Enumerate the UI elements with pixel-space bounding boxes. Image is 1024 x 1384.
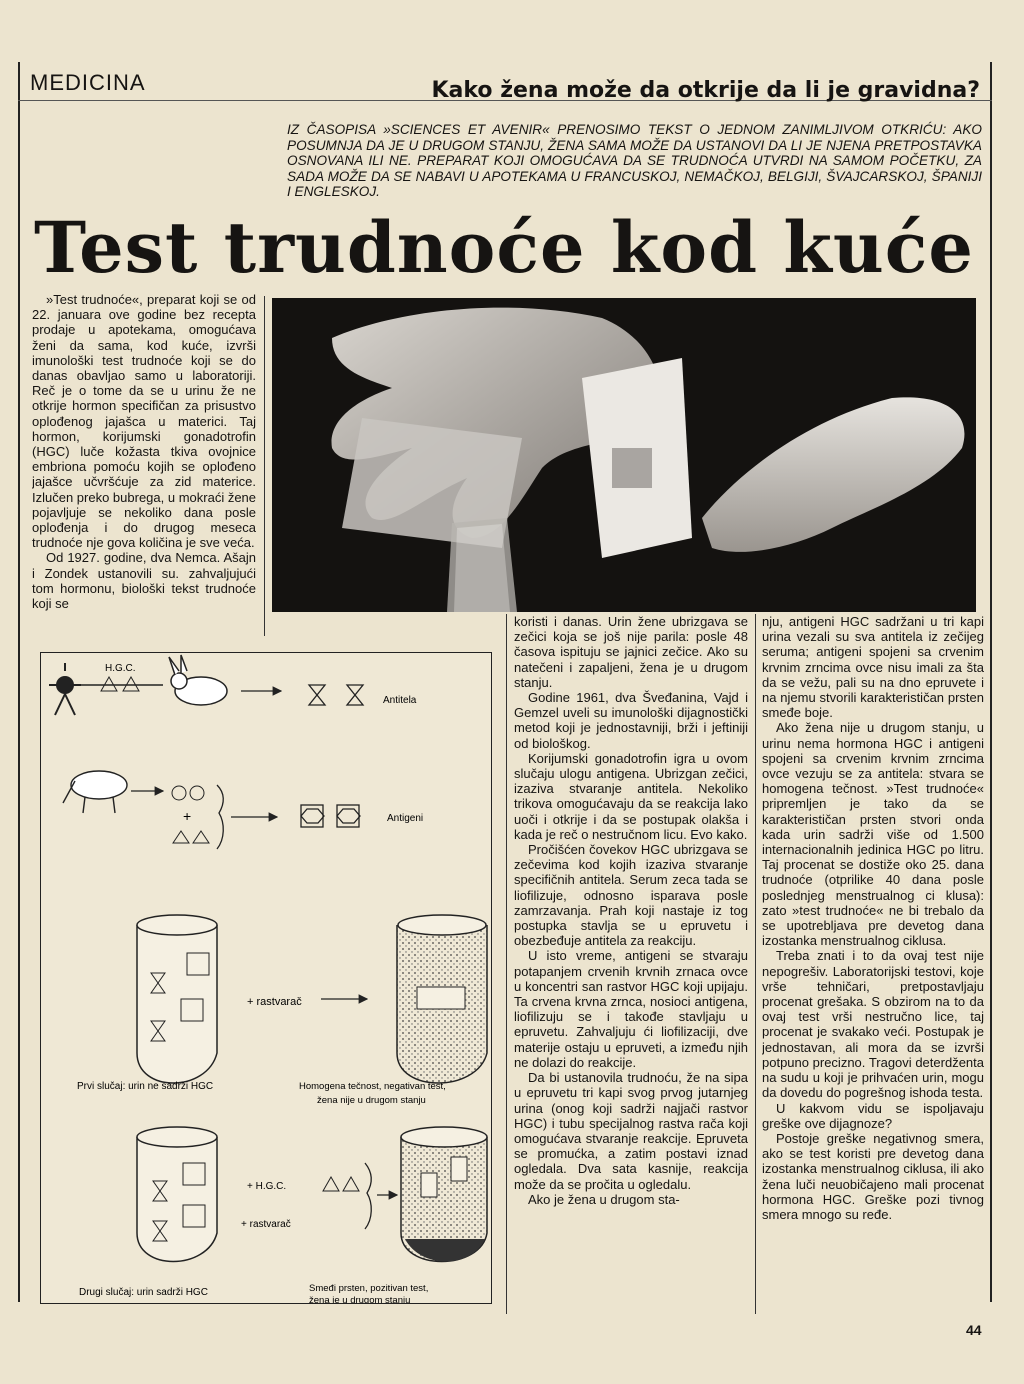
paragraph: U isto vreme, antigeni se stvaraju potapanjem crvenih krvnih zrnaca ovce u koncentri san rastvor HGC koji upijaju. Ta crvena krvna zrnca, nosioci antigena, liofilizuju se i takođe stavljaju u epruvetu. Zahvaljuju ći liofilizaciji, dve materije ostaju u epruveti, a između njih ne dolazi do reakcije. [514,948,748,1070]
paragraph: Pročišćen čovekov HGC ubrizgava se zečevima kod kojih izaziva stvaranje specifičnih antitela. Serum zeca tada se liofilizuje, odnosno isparava posle zamrzavanja. Prah koji nastaje iz tog postupka stavlja se u epruvetu i obezbeđuje antitela za reakciju. [514,842,748,949]
sheep-icon [63,771,127,813]
paragraph: Korijumski gonadotrofin igra u ovom slučaju ulogu antigena. Ubrizgan zečici, izaziva stvaranje antitela. Nekoliko trikova omogućavaju da se reakcija lako uoči i otkrije i da se postupak olakša i kada je reč o nestručnom licu. Evo kako. [514,750,748,842]
test-tube-case2-after [401,1127,487,1262]
paragraph: Treba znati i to da ovaj test nije nepogrešiv. Laboratorijski testovi, koje vrše tehničari, pretpostavljaju procenat grešaka. S obzirom na to da ovaj test vrši nestručno lice, taj procenat je svakako veći. Postupak je jednostavan, ali mora da se izvrši potpuno precizno. Tragovi deterdženta na sudu u koji je prihvaćen urin, mogu da dovedu do pogrešnog ishoda testa. [762,948,984,1101]
antigen-icon [301,805,360,827]
test-tube-case1-after [397,915,487,1083]
hgc-triangles-icon [101,677,139,691]
antigens-label: Antigeni [387,813,424,824]
diagram-drawing [41,653,491,1303]
case1-caption: Prvi slučaj: urin ne sadrži HGC [77,1081,214,1092]
result1-caption-1: Homogena tečnost, negativan test, [299,1081,446,1092]
result1-caption-2: žena nije u drugom stanju [317,1095,426,1106]
plus-solvent-label-2: + rastvarač [241,1219,291,1230]
column-divider [264,296,265,636]
article-title: Test trudnoće kod kuće [34,206,974,289]
result2-caption-1: Smeđi prsten, pozitivan test, [309,1283,429,1294]
test-tube-case1-before [137,915,217,1083]
plus-sign: + [183,808,192,824]
case2-caption: Drugi slučaj: urin sadrži HGC [79,1287,208,1298]
paragraph: Da bi ustanovila trudnoću, že na sipa u epruvetu tri kapi svog prvog jutarnjeg urina (onog koji sadrži najjači rastvor HGC) i tubu specijalnog rastva rača koji omogućava stvaranje reakcije. Epruveta se promućka, a zatim postavi iznad ogledala. Dva sata kasnije, reakcija može da se pročita u ogledalu. [514,1070,748,1192]
page-border-left [18,62,20,1302]
result2-caption-2: žena je u drugom stanju [309,1295,411,1303]
paragraph: koristi i danas. Urin žene ubrizgava se zečici koja se još nije parila: posle 48 časova ispituju se jajnici zečice. Ako su natečeni i zapaljeni, žena je u drugom stanju. [514,614,748,690]
column-divider [755,614,756,1314]
hgc-test-diagram [40,652,492,1304]
paragraph: Ako žena nije u drugom stanju, u urinu nema hormona HGC i antigeni spojeni sa crvenim krvnim zrncima ovce vezuju se za antitela: stvara se homogena tečnost. »Test trudnoće« pripremljen je tako da se karakterističan prsten stvori onda kada urin sadrži više od 1.500 internacionalnih jedinica HGC po litru. Taj procenat se dostiže oko 25. dana trudnoće (otprilike 40 dana posle poslednjeg menstrualnog ci klusa): zato »test trudnoće« ne bi trebalo da se upotrebljava pre devetog dana izostanka menstrualnog ciklusa. [762,720,984,949]
plus-hgc-label: + H.G.C. [247,1181,287,1192]
paragraph: U kakvom vidu se ispoljavaju greške ove dijagnoze? [762,1100,984,1131]
human-figure-icon [49,663,81,715]
section-label: MEDICINA [30,70,146,95]
hgc-triangles-icon [173,831,209,843]
column-divider [506,614,507,1314]
paragraph: Godine 1961, dva Šveđanina, Vajd i Gemzel uveli su imunološki dijagnostički metod koji je jednostavniji, brži i jeftiniji od biološkog. [514,690,748,751]
text-column-2 [514,614,748,1316]
paragraph: nju, antigeni HGC sadržani u tri kapi urina vezali su sva antitela iz zečijeg seruma; antigeni spojeni sa crvenim krvnim zrncima ovce nisu imali za šta da se vežu, pali su na dno epruvete i na njemu stvorili karakterističan prsten smeđe boje. [762,614,984,721]
paragraph: Postoje greške negativnog smera, ako se test koristi pre devetog dana izostanka menstrualnog ciklusa, ili ako žena luči neuobičajeno mali procenat hormona HGC. Greške pozi tivnog smera mnogo su ređe. [762,1130,984,1222]
paragraph: Od 1927. godine, dva Nemca. Ašajn i Zondek ustanovili su. zahvaljujući tom hormonu, biološki tekst trudnoće koji se [32,550,256,612]
article-photo [272,298,976,612]
photo-hands-test-kit [272,298,976,612]
kicker-headline: Kako žena može da otkrije da li je gravidna? [431,78,980,103]
red-blood-cells-icon [172,786,204,800]
paragraph: Ako je žena u drugom sta- [528,1191,680,1207]
hgc-triangles-icon [323,1177,359,1191]
test-tube-case2-before [137,1127,217,1262]
text-column-1 [32,292,256,637]
antibodies-label: Antitela [383,695,417,706]
text-column-3 [762,614,984,1316]
hgc-label: H.G.C. [105,663,136,674]
lead-paragraph: IZ ČASOPISA »SCIENCES ET AVENIR« PRENOSIMO TEKST O JEDNOM ZANIMLJIVOM OTKRIĆU: AKO POSUMNJA DA JE U DRUGOM STANJU, ŽENA SAMA MOŽE DA USTANOVI DA LI JE NJENA PRETPOSTAVKA OSNOVANA ILI NE. PREPARAT KOJI OMOGUĆAVA DA SE TRUDNOĆA UTVRDI NA SAMOM POČETKU, ZA SADA MOŽE DA SE NABAVI U APOTEKAMA U FRANCUSKOJ, NEMAČKOJ, BELGIJI, ŠVAJCARSKOJ, ŠPANIJI I ENGLESKOJ. [287,122,982,199]
antibody-icon [309,685,363,705]
brown-ring-sediment [405,1239,485,1262]
page-number: 44 [966,1322,982,1338]
plus-solvent-label: + rastvarač [247,996,302,1008]
rabbit-icon [169,655,227,705]
page-border-right [990,62,992,1302]
paragraph: »Test trudnoće«, preparat koji se od 22. januara ove godine bez recepta prodaje u apotekama, omogućava ženi da sama, kod kuće, izvrši imunološki test trudnoće koji se do danas obavljao samo u laboratoriji. Reč je o tome da se u urinu že ne otkrije hormon specifičan za prisustvo oplođenog jajašca u materici. Taj hormon, korijumski gonadotrofin (HGC) luče kožasta tkiva ovojnice embriona pomoću kojih se oplođeno jajašce učvršćuje za zid materice. Izlučen preko bubrega, u mokraći žene pojavljuje se nekoliko dana posle oplođenja i do drugog meseca trudnoće nje gova količina je sve veća. [32,292,256,551]
